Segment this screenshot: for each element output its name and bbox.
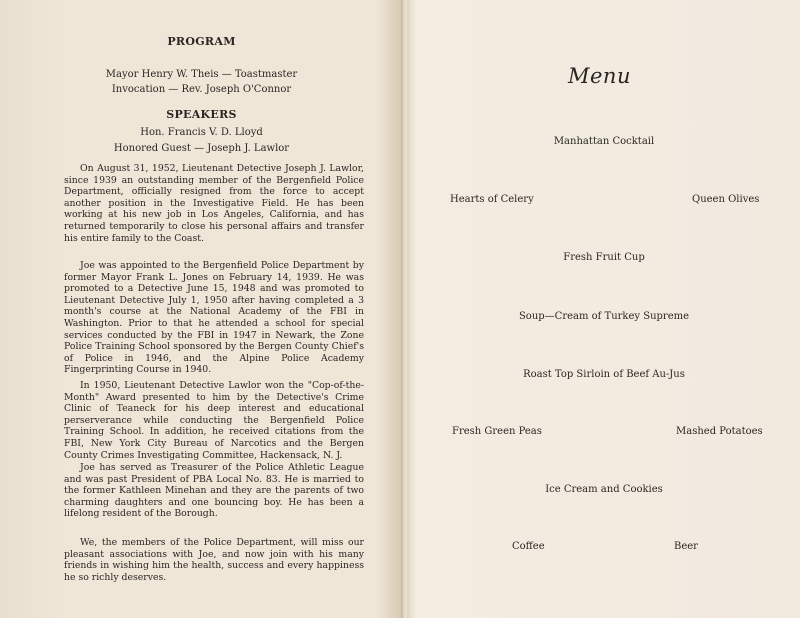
menu-item-beer: Beer bbox=[674, 541, 698, 552]
speakers-heading: SPEAKERS bbox=[166, 108, 237, 121]
speaker-line: Hon. Francis V. D. Lloyd bbox=[140, 127, 263, 138]
menu-item-soup: Soup—Cream of Turkey Supreme bbox=[518, 311, 690, 322]
bio-paragraph-5: We, the members of the Police Department, will miss our pleasant associations with Joe, and now join with his many friends in wishing him the health, success and every happiness he so richly deserves. bbox=[64, 537, 364, 583]
menu-item-celery: Hearts of Celery bbox=[450, 194, 534, 205]
menu-item-peas: Fresh Green Peas bbox=[452, 426, 542, 437]
invocation-line: Invocation — Rev. Joseph O'Connor bbox=[111, 84, 292, 95]
menu-item-fruit-cup: Fresh Fruit Cup bbox=[563, 252, 645, 263]
toastmaster-line: Mayor Henry W. Theis — Toastmaster bbox=[105, 69, 298, 80]
menu-item-olives: Queen Olives bbox=[692, 194, 760, 205]
bio-paragraph-1: On August 31, 1952, Lieutenant Detective Joseph J. Lawlor, since 1939 an outstanding member of the Bergenfield Police Department, officially resigned from the force to accept another position in the Investigative Field. He has been working at his new job in Los Angeles, California, and has returned temporarily to close his personal affairs and transfer his entire family to the Coast. bbox=[64, 163, 364, 244]
menu-page bbox=[408, 0, 800, 618]
menu-item-cocktail: Manhattan Cocktail bbox=[553, 136, 655, 147]
program-heading: PROGRAM bbox=[167, 35, 236, 48]
bio-paragraph-2: Joe was appointed to the Bergenfield Police Department by former Mayor Frank L. Jones on February 14, 1939. He was promoted to a Detective June 15, 1948 and was promoted to Lieutenant Detective July 1, 1950 after having completed a 3 month's course at the National Academy of the FBI in Washington. Prior to that he attended a school for special services conducted by the FBI in 1947 in Newark, the Zone Police Training School sponsored by the Bergen County Chief's of Police in 1946, and the Alpine Police Academy Fingerprinting Course in 1940. bbox=[64, 260, 364, 376]
menu-item-dessert: Ice Cream and Cookies bbox=[545, 484, 663, 495]
bio-paragraph-4: Joe has served as Treasurer of the Police Athletic League and was past President of PBA Local No. 83. He is married to the former Kathleen Minehan and they are the parents of two charming daughters and one bouncing boy. He has been a lifelong resident of the Borough. bbox=[64, 462, 364, 520]
menu-item-potatoes: Mashed Potatoes bbox=[676, 426, 763, 437]
menu-item-sirloin: Roast Top Sirloin of Beef Au-Jus bbox=[523, 369, 685, 380]
bio-paragraph-3: In 1950, Lieutenant Detective Lawlor won the "Cop-of-the-Month" Award presented to him by the Detective's Crime Clinic of Teaneck for his deep interest and educational perserverance while conducting the Bergenfield Police Training School. In addition, he received citations from the FBI, New York City Bureau of Narcotics and the Bergen County Crimes Investigating Committee, Hackensack, N. J. bbox=[64, 380, 364, 461]
honored-guest-line: Honored Guest — Joseph J. Lawlor bbox=[113, 143, 290, 154]
menu-title: Menu bbox=[568, 64, 631, 88]
menu-item-coffee: Coffee bbox=[512, 541, 545, 552]
